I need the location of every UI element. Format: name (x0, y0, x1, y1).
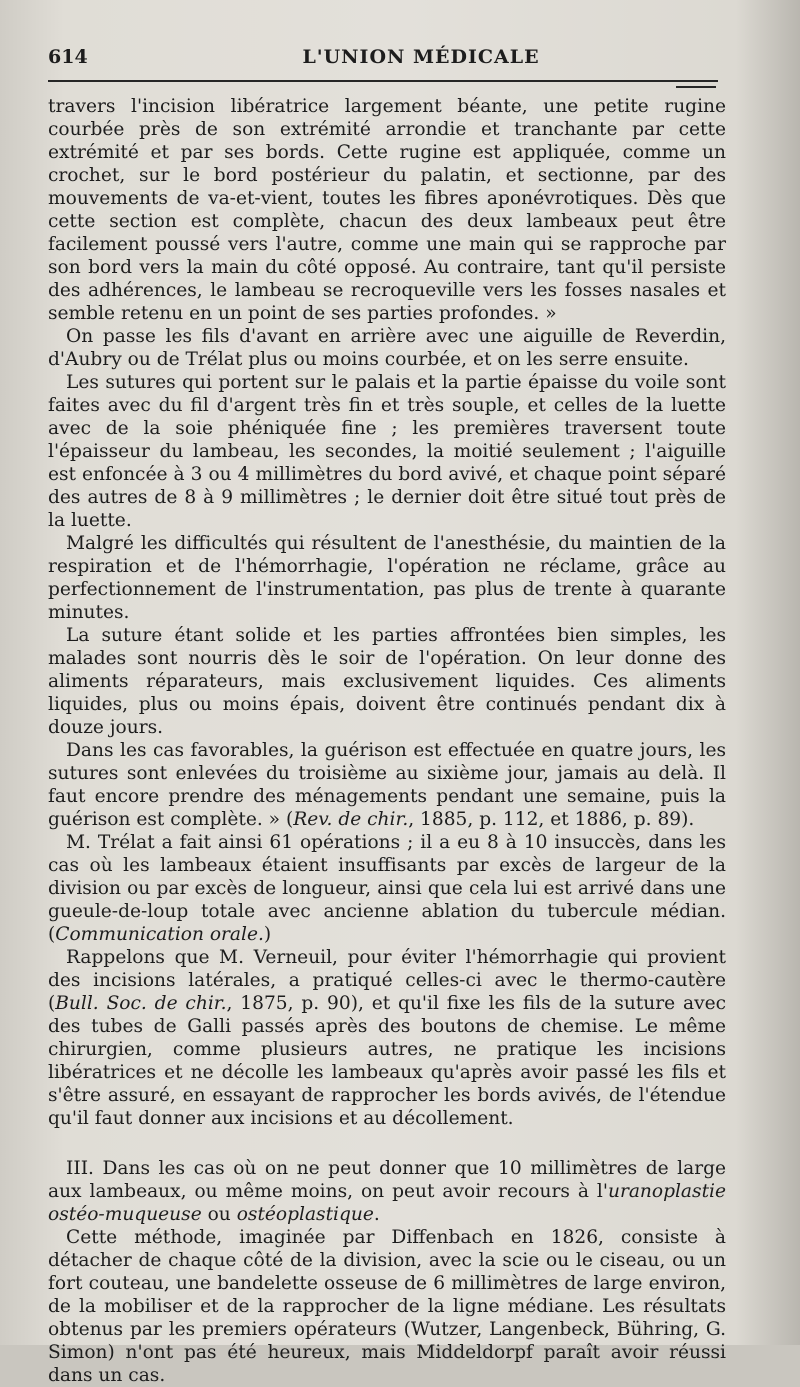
paragraph-text: Cette méthode, imaginée par Diffenbach en 1826, consiste à détacher de chaque côté de la division, avec la scie ou le ciseau, ou un fort couteau, une bandelette osseuse de 6 millimètres de large environ, de la mobiliser et de la rapprocher de la ligne médiane. Les résultats obtenus par les premiers opérateurs (Wutzer, Langenbeck, Bühring, G. Simon) n'ont pas été heureux, mais Middeldorpf paraît avoir réussi dans un cas. (48, 1227, 726, 1386)
paragraph-text: travers l'incision libératrice largement béante, une petite rugine courbée près de son extrémité arrondie et tranchante par cette extrémité et par ses bords. Cette rugine est appliquée, comme un crochet, sur le bord postérieur du palatin, et sectionne, par des mouvements de va-et-vient, toutes les fibres aponévrotiques. Dès que cette section est complète, chacun des deux lambeaux peut être facilement poussé vers l'autre, comme une main qui se rapproche par son bord vers la main du côté opposé. Au contraire, tant qu'il persiste des adhérences, le lambeau se recroqueville vers les fosses nasales et semble retenu en un point de ses parties profondes. » (48, 96, 726, 324)
body-text (48, 95, 726, 1387)
paragraph-text: On passe les fils d'avant en arrière avec une aiguille de Reverdin, d'Aubry ou de Trélat plus ou moins courbée, et on les serre ensuite. (48, 326, 726, 370)
header-rule-tail (676, 86, 716, 88)
header-rule (48, 80, 718, 82)
paragraph (48, 624, 726, 739)
italic-reference: ostéoplastique (236, 1204, 374, 1225)
italic-reference: Bull. Soc. de chir. (55, 993, 227, 1014)
paragraph (48, 532, 726, 624)
paragraph-text: , 1875, p. 90), et qu'il fixe les fils de la suture avec des tubes de Galli passés après des boutons de chemise. Le même chirurgien, comme plusieurs autres, ne pratique les incisions libératrices et ne décolle les lambeaux qu'après avoir passé les fils et s'être assuré, en essayant de rapprocher les bords avivés, de l'étendue qu'il faut donner aux incisions et au décollement. (48, 993, 726, 1129)
page-number: 614 (48, 46, 88, 68)
paragraph-text: La suture étant solide et les parties affrontées bien simples, les malades sont nourris dès le soir de l'opération. On leur donne des aliments réparateurs, mais exclusivement liquides. Ces aliments liquides, plus ou moins épais, doivent être continués pendant dix à douze jours. (48, 625, 726, 738)
paragraph (48, 831, 726, 946)
paragraph (48, 1157, 726, 1226)
paragraph (48, 371, 726, 532)
paragraph-text: ) (263, 924, 272, 945)
paragraph-text: Rappelons que M. Verneuil, pour éviter l'hémorrhagie qui provient des incisions latérales, a pratiqué celles-ci avec le thermo-cautère ( (48, 947, 726, 1014)
section-gap (48, 1130, 726, 1157)
paragraph-text: Malgré les difficultés qui résultent de l'anesthésie, du maintien de la respiration et de l'hémorrhagie, l'opération ne réclame, grâce au perfectionnement de l'instrumentation, pas plus de trente à quarante minutes. (48, 533, 726, 623)
italic-reference: uranoplastie ostéo-muqueuse (48, 1181, 726, 1225)
paragraph-text: . (373, 1204, 380, 1225)
paragraph (48, 1226, 726, 1387)
paragraph-text: ou (201, 1204, 237, 1225)
running-title: L'UNION MÉDICALE (302, 46, 540, 68)
page-header (48, 44, 764, 78)
paragraph-text: Les sutures qui portent sur le palais et la partie épaisse du voile sont faites avec du fil d'argent très fin et très souple, et celles de la luette avec de la soie phéniquée fine ; les premières traversent toute l'épaisseur du lambeau, les secondes, la moitié seulement ; l'aiguille est enfoncée à 3 ou 4 millimètres du bord avivé, et chaque point séparé des autres de 8 à 9 millimètres ; le dernier doit être situé tout près de la luette. (48, 372, 726, 531)
italic-reference: Communication orale. (55, 924, 264, 945)
paragraph-text: , 1885, p. 112, et 1886, p. 89). (408, 809, 695, 830)
paragraph (48, 95, 726, 325)
paragraph-text: III. Dans les cas où on ne peut donner que 10 millimètres de large aux lambeaux, ou même moins, on peut avoir recours à l' (48, 1158, 726, 1202)
italic-reference: Rev. de chir. (293, 809, 409, 830)
paragraph-text: M. Trélat a fait ainsi 61 opérations ; il a eu 8 à 10 insuccès, dans les cas où les lambeaux étaient insuffisants par excès de largeur de la division ou par excès de longueur, ainsi que cela lui est arrivé dans une gueule-de-loup totale avec ancienne ablation du tubercule médian. ( (48, 832, 726, 945)
paragraph (48, 946, 726, 1130)
paragraph-text: Dans les cas favorables, la guérison est effectuée en quatre jours, les sutures sont enlevées du troisième au sixième jour, jamais au delà. Il faut encore prendre des ménagements pendant une semaine, puis la guérison est complète. » ( (48, 740, 726, 830)
paragraph (48, 739, 726, 831)
paragraph (48, 325, 726, 371)
